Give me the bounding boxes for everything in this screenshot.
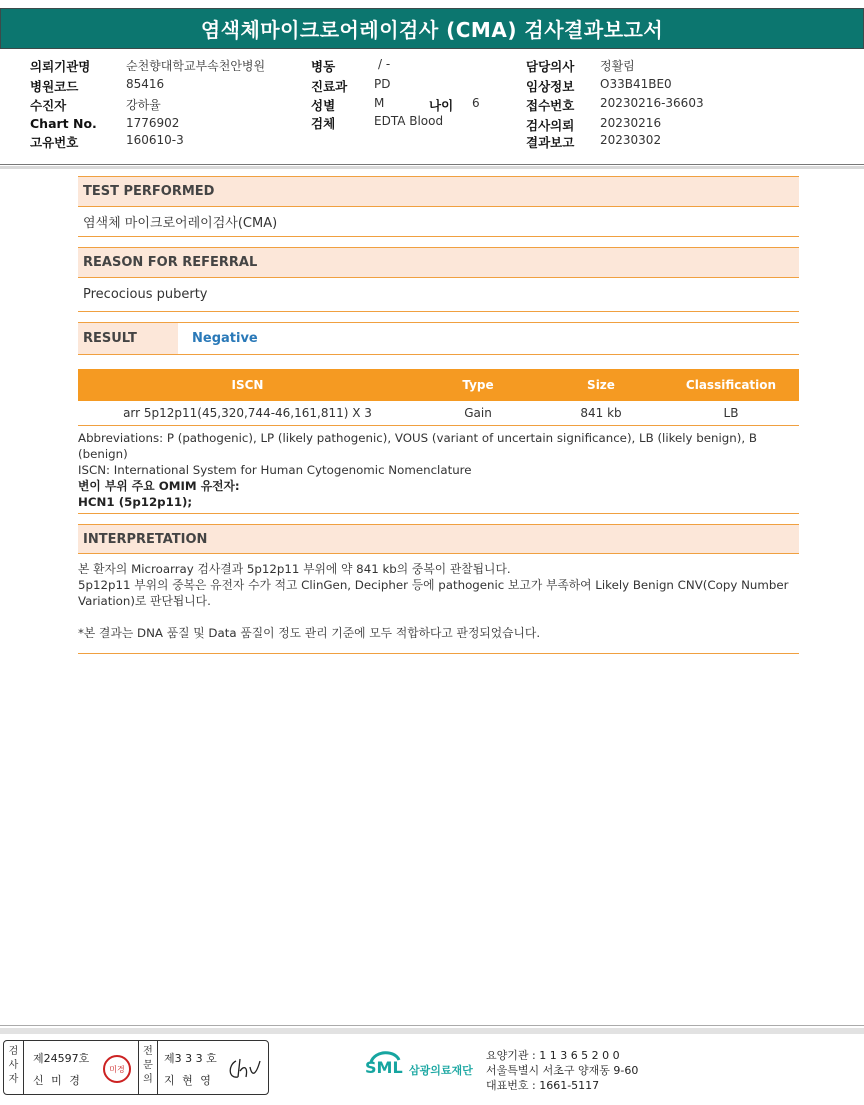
divider [0, 164, 864, 165]
table-cell: arr 5p12p11(45,320,744-46,161,811) X 3 [78, 401, 417, 426]
signature-icon [226, 1055, 262, 1083]
info-value: M [374, 96, 385, 110]
signature-box [3, 1040, 269, 1095]
doctor-name: 지 현 영 [164, 1074, 213, 1087]
logo-abbr: SML [365, 1058, 403, 1077]
info-label: 수진자 [30, 98, 67, 113]
info-label: 의뢰기관명 [30, 59, 91, 74]
interpretation-line: 본 환자의 Microarray 검사결과 5p12p11 부위에 약 841 kb의 중복이 관찰됩니다. [78, 562, 511, 576]
info-label: 검체 [311, 116, 336, 131]
interpretation-line: 5p12p11 부위의 중복은 유전자 수가 적고 ClinGen, Decipher 등에 pathogenic 보고가 부족하여 Likely Benign CNV(Copy Number [78, 578, 789, 592]
info-value: 6 [472, 96, 480, 110]
info-label: 성별 [311, 98, 336, 113]
info-value: 강하율 [126, 98, 161, 112]
report-title: 염색체마이크로어레이검사 (CMA) 검사결과보고서 [0, 8, 864, 49]
table-cell: LB [663, 401, 799, 426]
interpretation-line: Variation)로 판단됩니다. [78, 594, 211, 608]
examiner-license: 제24597호 [33, 1052, 90, 1065]
omim-gene-list: HCN1 (5p12p11); [78, 495, 193, 509]
info-value: O33B41BE0 [600, 77, 672, 91]
info-label: 결과보고 [526, 135, 575, 150]
footer-divider [0, 1025, 864, 1026]
info-value: 160610-3 [126, 133, 184, 147]
organization-contact [486, 1048, 638, 1093]
doctor-label-text: 전문의 [143, 1046, 153, 1085]
table-row [78, 401, 799, 426]
divider [0, 166, 864, 169]
patient-info [0, 52, 864, 162]
info-label: 검사의뢰 [526, 118, 575, 133]
omim-genes [78, 478, 799, 514]
abbreviation-line: ISCN: International System for Human Cytogenomic Nomenclature [78, 463, 472, 477]
info-label: 임상정보 [526, 79, 575, 94]
info-label: 진료과 [311, 79, 348, 94]
info-value: 순천향대학교부속천안병원 [126, 59, 266, 73]
interpretation-note: *본 결과는 DNA 품질 및 Data 품질이 정도 관리 기준에 모두 적합하다고 판정되었습니다. [78, 626, 541, 640]
doctor-label [138, 1041, 158, 1094]
info-label: Chart No. [30, 116, 97, 131]
footer-divider [0, 1028, 864, 1034]
info-value: 정활림 [600, 59, 635, 73]
info-label: 고유번호 [30, 135, 79, 150]
info-label: 담당의사 [526, 59, 575, 74]
info-label: 병동 [311, 59, 336, 74]
table-cell: Gain [417, 401, 539, 426]
info-label: 병원코드 [30, 79, 79, 94]
column-header: Classification [663, 369, 799, 401]
info-value: 20230216 [600, 116, 662, 130]
seal-stamp-icon [103, 1055, 131, 1083]
info-value: EDTA Blood [374, 114, 444, 128]
info-value: 20230302 [600, 133, 662, 147]
info-value: 1776902 [126, 116, 180, 130]
contact-line: 서울특별시 서초구 양재동 9-60 [486, 1064, 639, 1077]
result-row [78, 322, 799, 355]
column-header: Size [539, 369, 663, 401]
result-value: Negative [192, 331, 258, 346]
examiner-label-text: 검사자 [8, 1046, 19, 1085]
info-label: 접수번호 [526, 98, 575, 113]
info-value: PD [374, 77, 391, 91]
column-header: Type [417, 369, 539, 401]
abbreviations [78, 430, 808, 478]
contact-line: 요양기관 : 1 1 3 6 5 2 0 0 [486, 1049, 620, 1062]
table-cell: 841 kb [539, 401, 663, 426]
reason-heading: REASON FOR REFERRAL [78, 247, 799, 278]
test-performed-value: 염색체 마이크로어레이검사(CMA) [78, 207, 799, 237]
result-heading: RESULT [78, 323, 178, 354]
reason-value: Precocious puberty [78, 278, 799, 312]
info-value: 20230216-36603 [600, 96, 704, 110]
abbreviation-line: Abbreviations: P (pathogenic), LP (likely pathogenic), VOUS (variant of uncertain significance), LB (likely benign), B (benign) [78, 431, 757, 461]
iscn-table [78, 369, 799, 426]
organization-name: 삼광의료재단 [409, 1064, 473, 1077]
interpretation-heading: INTERPRETATION [78, 524, 799, 554]
info-value: / - [378, 57, 391, 71]
info-value: 85416 [126, 77, 165, 91]
doctor-license: 제3 3 3 호 [164, 1052, 217, 1065]
examiner-name: 신 미 경 [33, 1074, 82, 1087]
table-header-row [78, 369, 799, 401]
info-label: 나이 [429, 98, 454, 113]
seal-text: 미경 [109, 1064, 125, 1074]
test-performed-heading: TEST PERFORMED [78, 176, 799, 207]
omim-heading: 변이 부위 주요 OMIM 유전자: [78, 479, 240, 493]
interpretation-body [78, 560, 799, 654]
column-header: ISCN [78, 369, 417, 401]
examiner-label [4, 1041, 24, 1094]
contact-line: 대표번호 : 1661-5117 [486, 1079, 600, 1092]
